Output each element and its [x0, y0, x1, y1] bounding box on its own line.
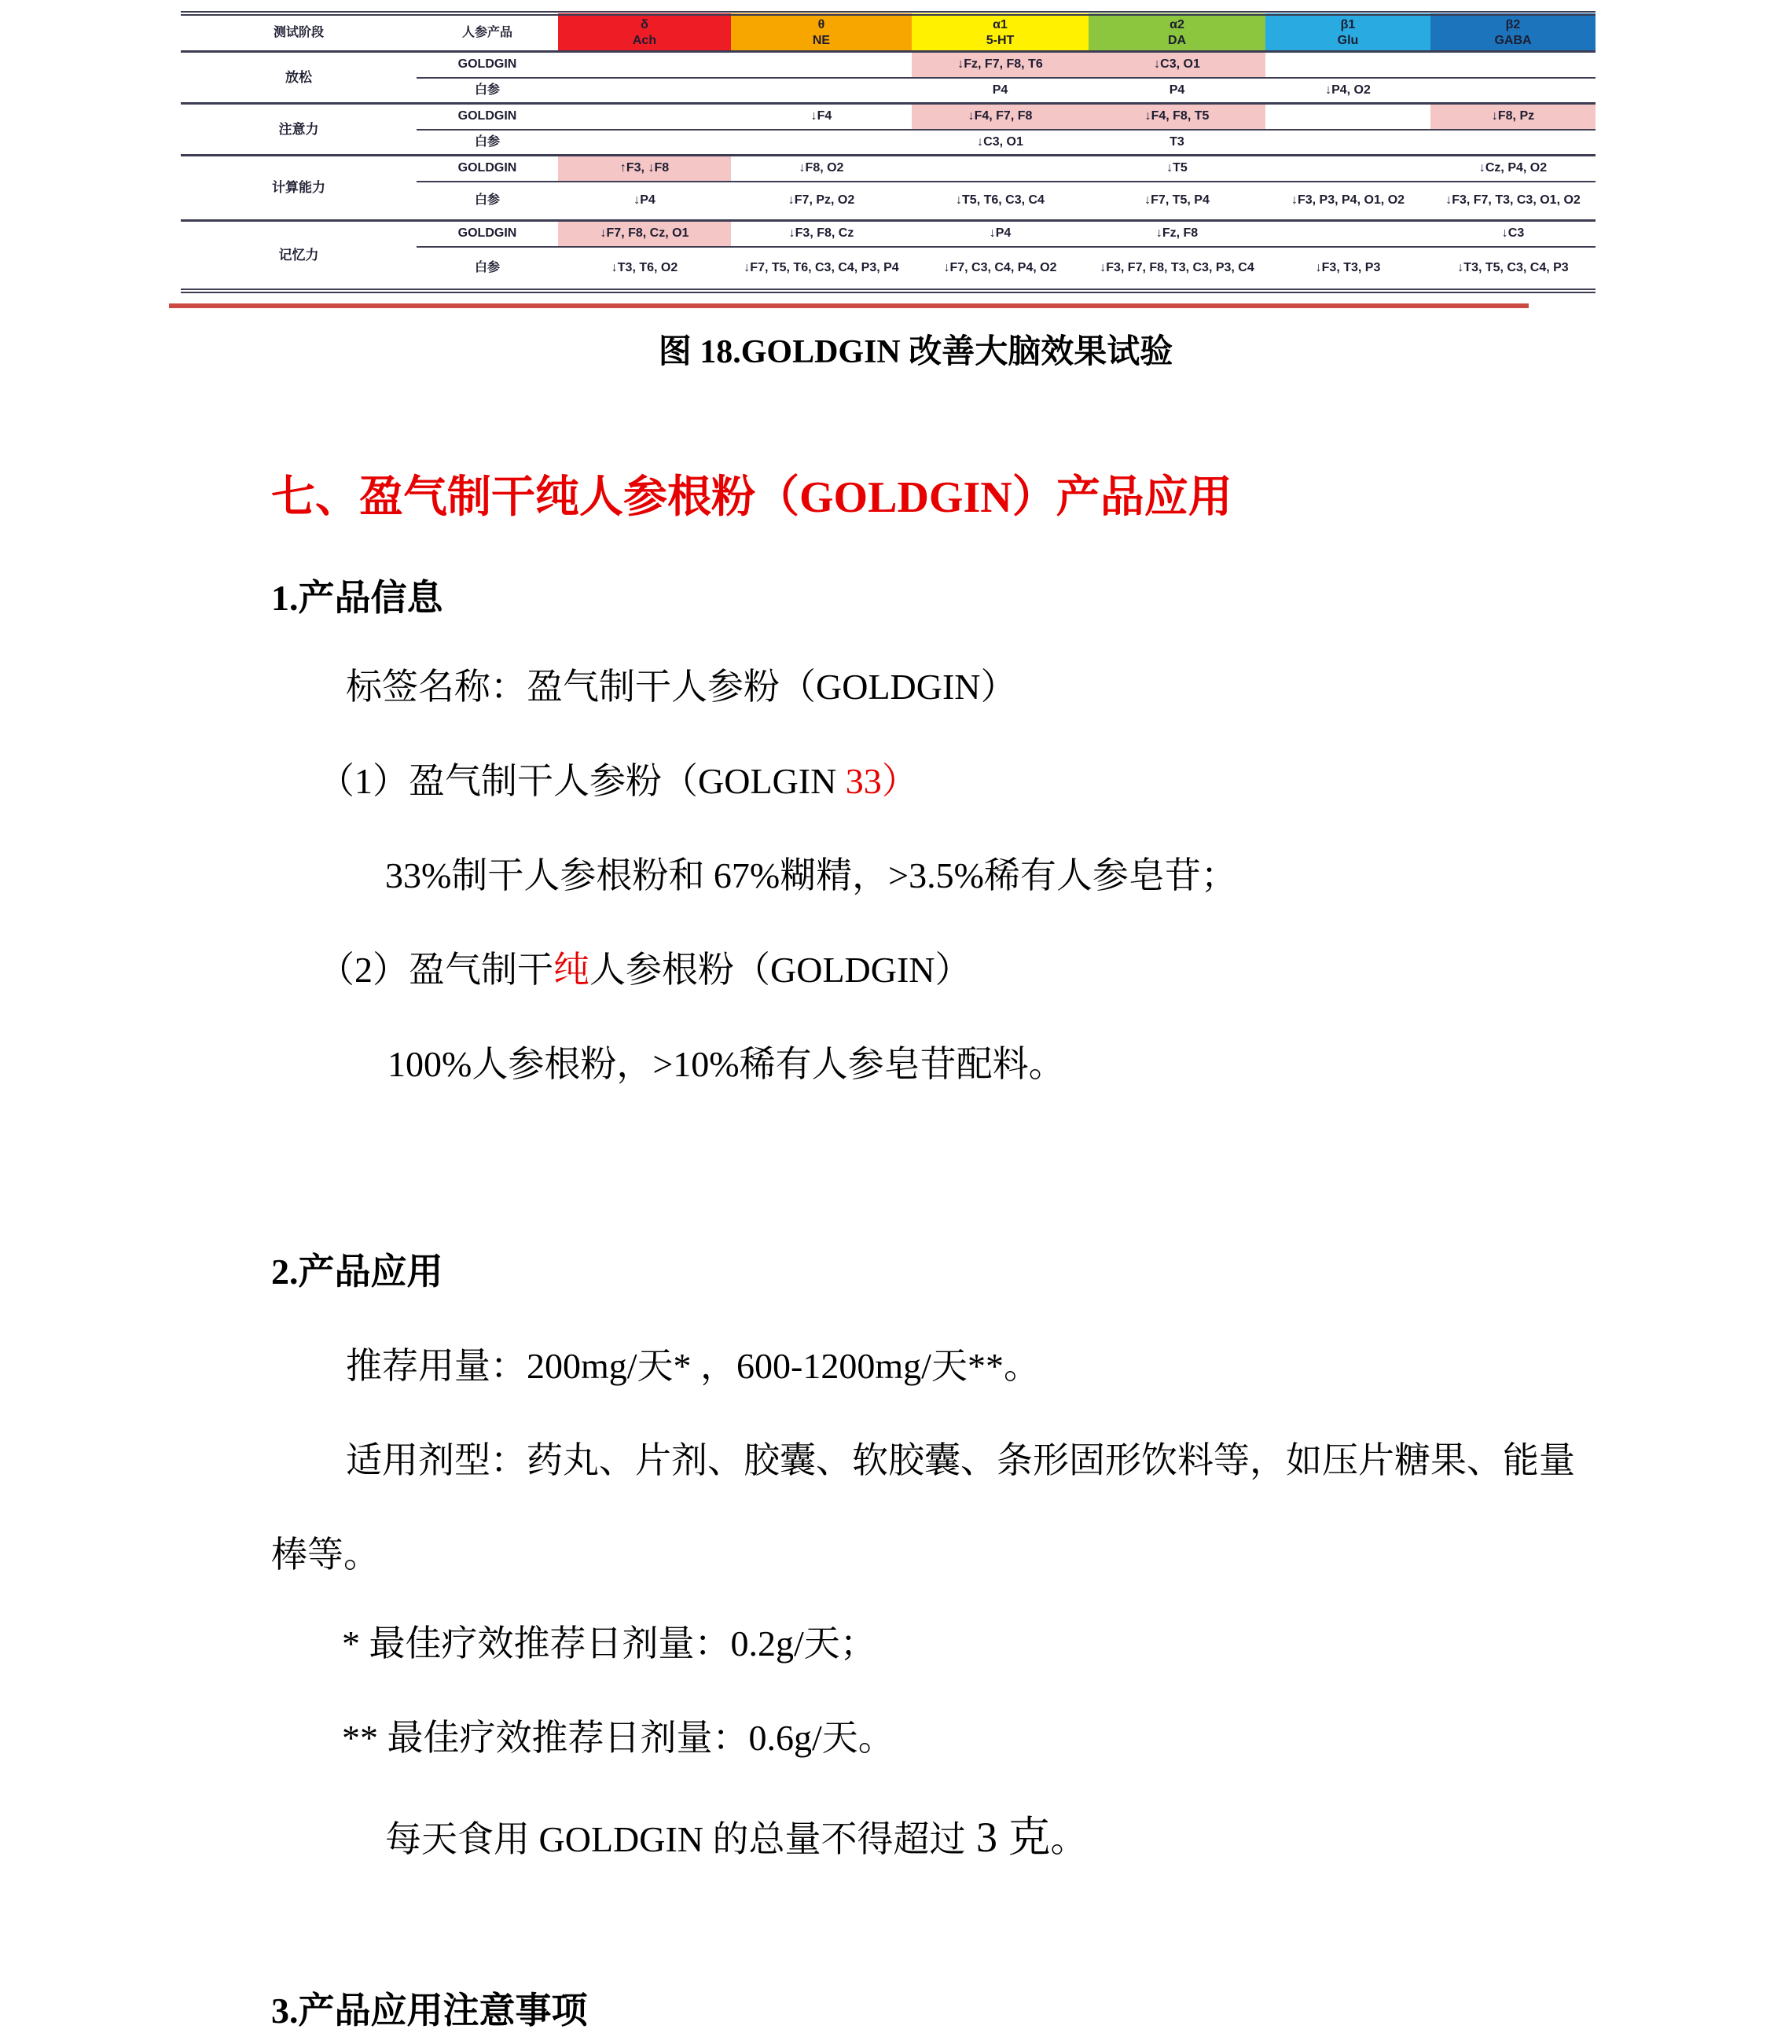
eeg-result-cell: [1265, 130, 1430, 156]
eeg-result-cell: ↓C3, O1: [1089, 52, 1265, 78]
product-cell: GOLDGIN: [417, 104, 558, 130]
eeg-result-cell: ↓F7, C3, C4, P4, O2: [912, 247, 1089, 291]
eeg-result-cell: [1265, 221, 1430, 247]
band-header-cell: [1089, 13, 1265, 52]
band-neurotransmitter-label: GABA: [1494, 34, 1532, 47]
product-cell: 白参: [417, 78, 558, 104]
item-1-description: 33%制干人参根粉和 67%糊精，>3.5%稀有人参皂苷；: [385, 855, 1237, 895]
eeg-result-cell: [558, 78, 731, 104]
band-header-cell: [1265, 13, 1430, 52]
item-1-red-text: 33）: [845, 761, 918, 801]
stage-cell: 记忆力: [181, 221, 417, 291]
item-1-text: （1）盈气制干人参粉（GOLGIN: [318, 761, 846, 801]
eeg-result-cell: ↓T3, T6, O2: [558, 247, 731, 291]
product-cell: GOLDGIN: [417, 221, 558, 247]
item-2-red-text: 纯: [553, 950, 589, 990]
band-wave-label: β2: [1505, 18, 1521, 31]
section-3-heading: 3.产品应用注意事项: [271, 1991, 588, 2031]
eeg-result-cell: ↓F8, Pz: [1430, 104, 1596, 130]
item-2-text-post: 人参根粉（GOLDGIN）: [589, 950, 971, 990]
section-1-heading: 1.产品信息: [271, 578, 443, 618]
item-2-description: 100%人参根粉，>10%稀有人参皂苷配料。: [387, 1044, 1065, 1084]
band-wave-label: θ: [817, 18, 825, 31]
eeg-result-cell: [1265, 52, 1430, 78]
dosage-line: 推荐用量：200mg/天* ，600-1200mg/天**。: [346, 1346, 1040, 1386]
eeg-result-cell: ↑F3, ↓F8: [558, 156, 731, 182]
stage-cell: 放松: [181, 52, 417, 104]
eeg-result-cell: ↓F4, F8, T5: [1089, 104, 1265, 130]
footnote-2: ** 最佳疗效推荐日剂量：0.6g/天。: [342, 1718, 894, 1758]
eeg-result-cell: ↓F7, F8, Cz, O1: [558, 221, 731, 247]
eeg-results-table: [181, 11, 1596, 293]
band-wave-label: δ: [641, 18, 648, 31]
item-1-heading: [318, 759, 918, 803]
eeg-result-cell: [1265, 104, 1430, 130]
eeg-result-cell: ↓F7, T5, P4: [1089, 182, 1265, 221]
section-7-heading: 七、盈气制干纯人参根粉（GOLDGIN）产品应用: [271, 473, 1232, 522]
footnote-1: * 最佳疗效推荐日剂量：0.2g/天；: [342, 1623, 876, 1664]
band-neurotransmitter-label: 5-HT: [986, 34, 1015, 47]
eeg-result-cell: [1430, 130, 1596, 156]
eeg-result-cell: ↓Fz, F8: [1089, 221, 1265, 247]
stage-header-cell: 测试阶段: [181, 13, 417, 52]
dosage-forms-line-2: 棒等。: [271, 1535, 380, 1575]
daily-limit-text-post: 。: [1050, 1819, 1087, 1859]
eeg-result-cell: [1430, 78, 1596, 104]
eeg-result-cell: [558, 52, 731, 78]
daily-limit-text-pre: 每天食用 GOLDGIN 的总量不得超过: [385, 1819, 966, 1859]
table-row: [181, 104, 1596, 130]
band-neurotransmitter-label: DA: [1167, 34, 1187, 47]
eeg-result-cell: ↓Fz, F7, F8, T6: [912, 52, 1089, 78]
band-header-cell: [1430, 13, 1596, 52]
eeg-result-cell: ↓C3, O1: [912, 130, 1089, 156]
band-neurotransmitter-label: Glu: [1337, 34, 1359, 47]
figure-caption: 图 18.GOLDGIN 改善大脑效果试验: [658, 334, 1173, 370]
product-header-cell: 人参产品: [417, 13, 558, 52]
eeg-result-cell: [731, 78, 912, 104]
band-neurotransmitter-label: Ach: [632, 34, 657, 47]
band-neurotransmitter-label: NE: [812, 34, 831, 47]
eeg-result-cell: ↓F3, F8, Cz: [731, 221, 912, 247]
eeg-result-cell: ↓T5: [1089, 156, 1265, 182]
eeg-result-cell: ↓F7, T5, T6, C3, C4, P3, P4: [731, 247, 912, 291]
band-wave-label: α2: [1170, 18, 1184, 31]
eeg-result-cell: ↓F3, F7, F8, T3, C3, P3, C4: [1089, 247, 1265, 291]
product-cell: 白参: [417, 130, 558, 156]
eeg-result-cell: ↓F3, F7, T3, C3, O1, O2: [1430, 182, 1596, 221]
eeg-result-cell: T3: [1089, 130, 1265, 156]
eeg-result-cell: ↓C3: [1430, 221, 1596, 247]
eeg-result-cell: ↓F3, T3, P3: [1265, 247, 1430, 291]
band-wave-label: β1: [1340, 18, 1356, 31]
daily-limit-line: [385, 1812, 1087, 1863]
table-row: [181, 221, 1596, 247]
band-header-cell: [731, 13, 912, 52]
eeg-result-cell: [912, 156, 1089, 182]
label-name-line: 标签名称：盈气制干人参粉（GOLDGIN）: [346, 667, 1017, 707]
band-header-cell: [558, 13, 731, 52]
eeg-result-cell: ↓F4: [731, 104, 912, 130]
table-bottom-rule: [169, 303, 1529, 308]
table-row: [181, 156, 1596, 182]
eeg-result-cell: [731, 52, 912, 78]
eeg-result-cell: [1265, 156, 1430, 182]
band-header-cell: [912, 13, 1089, 52]
eeg-result-cell: ↓T3, T5, C3, C4, P3: [1430, 247, 1596, 291]
eeg-result-cell: ↓P4: [912, 221, 1089, 247]
eeg-result-cell: [558, 130, 731, 156]
stage-cell: 注意力: [181, 104, 417, 156]
dosage-forms-line-1: 适用剂型：药丸、片剂、胶囊、软胶囊、条形固形饮料等，如压片糖果、能量: [346, 1440, 1575, 1480]
eeg-result-cell: [731, 130, 912, 156]
eeg-result-cell: ↓F7, Pz, O2: [731, 182, 912, 221]
product-cell: 白参: [417, 247, 558, 291]
eeg-result-cell: ↓P4: [558, 182, 731, 221]
eeg-result-cell: ↓Cz, P4, O2: [1430, 156, 1596, 182]
item-2-text-pre: （2）盈气制干: [318, 950, 553, 990]
eeg-result-cell: ↓P4, O2: [1265, 78, 1430, 104]
product-cell: 白参: [417, 182, 558, 221]
eeg-result-cell: [1430, 52, 1596, 78]
eeg-result-cell: ↓F3, P3, P4, O1, O2: [1265, 182, 1430, 221]
eeg-result-cell: P4: [1089, 78, 1265, 104]
product-cell: GOLDGIN: [417, 156, 558, 182]
eeg-result-cell: [558, 104, 731, 130]
eeg-result-cell: P4: [912, 78, 1089, 104]
band-wave-label: α1: [993, 18, 1008, 31]
section-2-heading: 2.产品应用: [271, 1252, 443, 1292]
table-header-row: [181, 13, 1596, 52]
eeg-result-cell: ↓F8, O2: [731, 156, 912, 182]
daily-limit-amount: 3 克: [965, 1814, 1051, 1861]
item-2-heading: [318, 948, 971, 991]
eeg-result-cell: ↓T5, T6, C3, C4: [912, 182, 1089, 221]
table-row: [181, 52, 1596, 78]
product-cell: GOLDGIN: [417, 52, 558, 78]
stage-cell: 计算能力: [181, 156, 417, 221]
eeg-result-cell: ↓F4, F7, F8: [912, 104, 1089, 130]
